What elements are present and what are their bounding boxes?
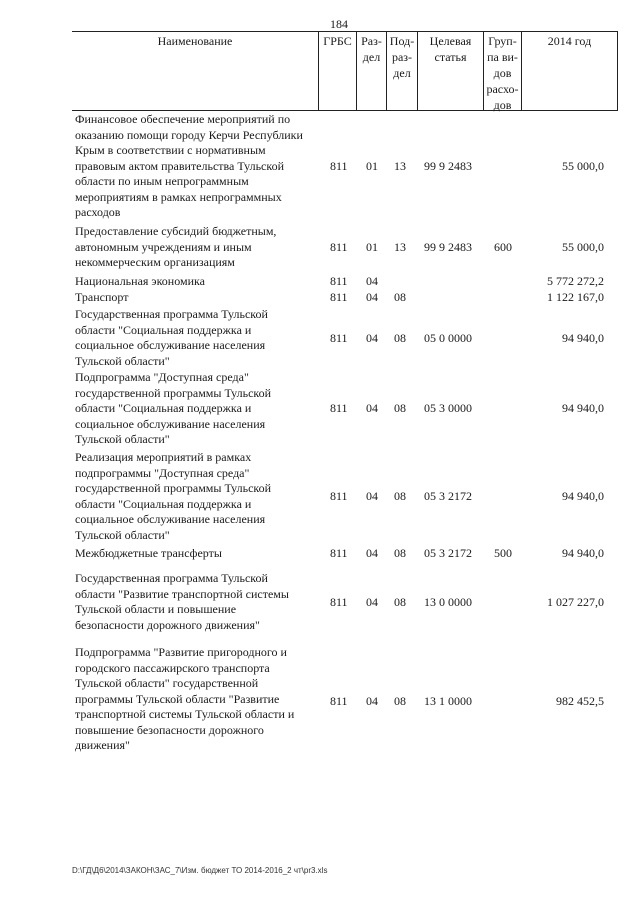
row-grbs: 811 <box>330 595 348 609</box>
row-grbs: 811 <box>330 159 348 173</box>
row-amount: 55 000,0 <box>562 240 604 254</box>
header-celevaya: Целевая статья <box>418 32 484 110</box>
row-gruppa: 600 <box>494 240 512 254</box>
row-podrazdel: 08 <box>394 331 406 345</box>
row-razdel: 04 <box>366 274 378 288</box>
row-podrazdel: 08 <box>394 489 406 503</box>
row-grbs: 811 <box>330 401 348 415</box>
row-amount: 94 940,0 <box>562 401 604 415</box>
row-razdel: 04 <box>366 546 378 560</box>
row-amount: 1 027 227,0 <box>547 595 604 609</box>
row-name: Межбюджетные трансферты <box>75 546 222 560</box>
row-razdel: 01 <box>366 159 378 173</box>
row-grbs: 811 <box>330 546 348 560</box>
row-razdel: 01 <box>366 240 378 254</box>
row-celevaya: 99 9 2483 <box>424 159 472 173</box>
row-amount: 94 940,0 <box>562 546 604 560</box>
row-celevaya: 05 0 0000 <box>424 331 472 345</box>
row-name: Транспорт <box>75 290 129 304</box>
header-razdel: Раз- дел <box>357 32 387 110</box>
file-path-footer: D:\ГД\Д6\2014\ЗАКОН\ЗАС_7\Изм. бюджет ТО 2014-2016_2 чт\pr3.xls <box>72 866 328 875</box>
row-name: Подпрограмма "Развитие пригородного и городского пассажирского транспорта Тульской области" государственной программы Тульской области "Развитие транспортной системы Тульской области и повышение безопасности дорожного движения" <box>75 645 295 752</box>
header-grbs: ГРБС <box>319 32 357 110</box>
row-name: Государственная программа Тульской области "Социальная поддержка и социальное обслуживание населения Тульской области" <box>75 307 268 368</box>
header-year: 2014 год <box>522 32 618 110</box>
row-name: Подпрограмма "Доступная среда" государственной программы Тульской области "Социальная поддержка и социальное обслуживание населения Тульской области" <box>75 370 272 446</box>
table-header <box>72 31 618 111</box>
row-grbs: 811 <box>330 694 348 708</box>
row-celevaya: 99 9 2483 <box>424 240 472 254</box>
row-grbs: 811 <box>330 489 348 503</box>
row-grbs: 811 <box>330 290 348 304</box>
row-razdel: 04 <box>366 331 378 345</box>
row-name: Реализация мероприятий в рамках подпрограммы "Доступная среда" государственной программы Тульской области "Социальная поддержка и социальное обслуживание населения Тульской области" <box>75 450 272 542</box>
row-grbs: 811 <box>330 274 348 288</box>
row-razdel: 04 <box>366 595 378 609</box>
row-podrazdel: 08 <box>394 401 406 415</box>
row-razdel: 04 <box>366 290 378 304</box>
row-celevaya: 05 3 0000 <box>424 401 472 415</box>
row-podrazdel: 13 <box>394 159 406 173</box>
row-amount: 982 452,5 <box>556 694 604 708</box>
row-amount: 5 772 272,2 <box>547 274 604 288</box>
row-celevaya: 05 3 2172 <box>424 546 472 560</box>
row-amount: 55 000,0 <box>562 159 604 173</box>
row-razdel: 04 <box>366 694 378 708</box>
row-amount: 94 940,0 <box>562 489 604 503</box>
header-podrazdel: Под- раз- дел <box>387 32 418 110</box>
row-amount: 1 122 167,0 <box>547 290 604 304</box>
row-podrazdel: 13 <box>394 240 406 254</box>
row-podrazdel: 08 <box>394 595 406 609</box>
row-name: Финансовое обеспечение мероприятий по оказанию помощи городу Керчи Республики Крым в соответствии с нормативным правовым актом правительства Тульской области по иным непрограммным мероприятиям в рамках непрограммных расходов <box>75 112 303 219</box>
page-number: 184 <box>330 17 348 31</box>
row-amount: 94 940,0 <box>562 331 604 345</box>
row-podrazdel: 08 <box>394 290 406 304</box>
row-name: Национальная экономика <box>75 274 205 288</box>
row-celevaya: 13 0 0000 <box>424 595 472 609</box>
row-gruppa: 500 <box>494 546 512 560</box>
header-name: Наименование <box>72 32 319 110</box>
row-grbs: 811 <box>330 240 348 254</box>
row-name: Предоставление субсидий бюджетным, автономным учреждениям и иным некоммерческим организациям <box>75 224 277 269</box>
row-podrazdel: 08 <box>394 694 406 708</box>
row-podrazdel: 08 <box>394 546 406 560</box>
row-razdel: 04 <box>366 401 378 415</box>
row-celevaya: 13 1 0000 <box>424 694 472 708</box>
row-name: Государственная программа Тульской области "Развитие транспортной системы Тульской области и повышение безопасности дорожного движения" <box>75 571 289 632</box>
row-grbs: 811 <box>330 331 348 345</box>
row-celevaya: 05 3 2172 <box>424 489 472 503</box>
row-razdel: 04 <box>366 489 378 503</box>
header-gruppa: Груп- па ви- дов расхо- дов <box>484 32 522 110</box>
